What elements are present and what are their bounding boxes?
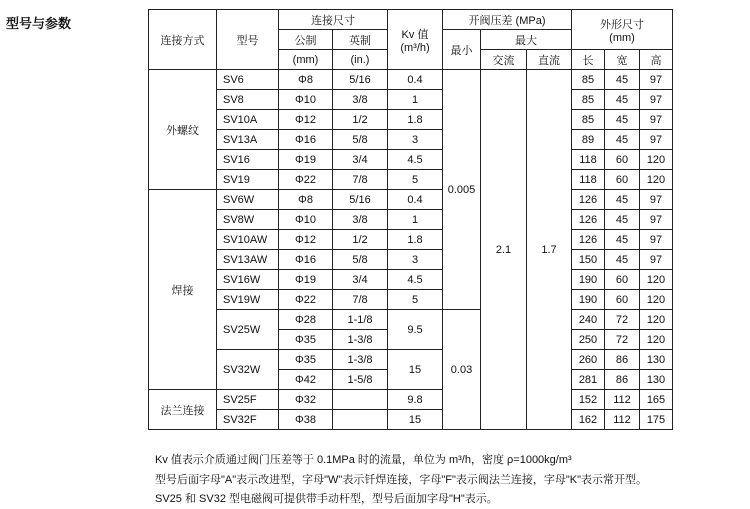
header-dims-label: 外形尺寸 xyxy=(600,18,644,31)
cell-len: 162 xyxy=(572,410,605,430)
cell-wid: 112 xyxy=(605,410,640,430)
cell-dn: Φ12 xyxy=(279,110,333,130)
cell-dn: Φ16 xyxy=(279,130,333,150)
cell-len: 190 xyxy=(572,270,605,290)
cell-model: SV25F xyxy=(217,390,279,410)
cell-wid: 60 xyxy=(605,150,640,170)
cell-inch: 1-3/8 xyxy=(333,330,388,350)
cell-min-a: 0.005 xyxy=(443,70,481,310)
cell-wid: 112 xyxy=(605,390,640,410)
cell-model: SV8 xyxy=(217,90,279,110)
cell-len: 85 xyxy=(572,70,605,90)
cell-dn: Φ19 xyxy=(279,150,333,170)
header-kv xyxy=(388,10,443,70)
header-dc: 直流 xyxy=(527,50,572,70)
cell-inch: 1/2 xyxy=(333,110,388,130)
cell-inch xyxy=(333,410,388,430)
cell-dn: Φ22 xyxy=(279,290,333,310)
cell-dn: Φ19 xyxy=(279,270,333,290)
cell-model: SV25W xyxy=(217,310,279,350)
cell-dn: Φ10 xyxy=(279,210,333,230)
header-dims-unit: (mm) xyxy=(609,31,635,44)
cell-inch: 5/16 xyxy=(333,190,388,210)
cell-len: 281 xyxy=(572,370,605,390)
header-imperial-unit: (in.) xyxy=(333,50,388,70)
cell-min-b: 0.03 xyxy=(443,310,481,430)
cell-hei: 97 xyxy=(640,110,673,130)
cell-wid: 45 xyxy=(605,230,640,250)
cell-len: 126 xyxy=(572,230,605,250)
cell-hei: 97 xyxy=(640,130,673,150)
header-min: 最小 xyxy=(443,30,481,70)
group-weld: 焊接 xyxy=(149,190,217,390)
cell-inch: 1-1/8 xyxy=(333,310,388,330)
cell-inch: 3/4 xyxy=(333,150,388,170)
cell-len: 126 xyxy=(572,190,605,210)
cell-inch: 3/8 xyxy=(333,90,388,110)
cell-model: SV6W xyxy=(217,190,279,210)
cell-inch xyxy=(333,390,388,410)
cell-len: 118 xyxy=(572,150,605,170)
cell-wid: 45 xyxy=(605,70,640,90)
cell-kv: 0.4 xyxy=(388,70,443,90)
cell-model: SV19W xyxy=(217,290,279,310)
cell-hei: 97 xyxy=(640,70,673,90)
cell-inch: 1/2 xyxy=(333,230,388,250)
footnote-manual: SV25 和 SV32 型电磁阀可提供带手动杆型，型号后面加字母"H"表示。 xyxy=(155,493,498,505)
cell-hei: 97 xyxy=(640,90,673,110)
cell-model: SV19 xyxy=(217,170,279,190)
cell-kv: 1.8 xyxy=(388,230,443,250)
header-nominal-unit: (mm) xyxy=(279,50,333,70)
cell-kv: 15 xyxy=(388,350,443,390)
cell-hei: 120 xyxy=(640,150,673,170)
cell-inch: 1-5/8 xyxy=(333,370,388,390)
cell-wid: 60 xyxy=(605,170,640,190)
cell-wid: 45 xyxy=(605,190,640,210)
cell-kv: 1 xyxy=(388,210,443,230)
cell-kv: 3 xyxy=(388,250,443,270)
cell-hei: 120 xyxy=(640,270,673,290)
cell-hei: 97 xyxy=(640,250,673,270)
footnote-suffix: 型号后面字母"A"表示改进型，字母"W"表示钎焊连接，字母"F"表示阀法兰连接，字母"K"表示常开型。 xyxy=(155,474,648,486)
cell-hei: 120 xyxy=(640,290,673,310)
cell-ac: 2.1 xyxy=(481,70,527,430)
section-title: 型号与参数 xyxy=(6,17,72,32)
cell-wid: 86 xyxy=(605,350,640,370)
cell-model: SV13AW xyxy=(217,250,279,270)
cell-wid: 45 xyxy=(605,110,640,130)
cell-wid: 45 xyxy=(605,90,640,110)
cell-kv: 1.8 xyxy=(388,110,443,130)
header-dims xyxy=(572,10,673,50)
cell-len: 150 xyxy=(572,250,605,270)
cell-len: 260 xyxy=(572,350,605,370)
cell-kv: 9.5 xyxy=(388,310,443,350)
cell-hei: 165 xyxy=(640,390,673,410)
cell-kv: 0.4 xyxy=(388,190,443,210)
cell-len: 85 xyxy=(572,90,605,110)
header-width: 宽 xyxy=(605,50,640,70)
cell-dn: Φ35 xyxy=(279,330,333,350)
cell-kv: 3 xyxy=(388,130,443,150)
cell-wid: 45 xyxy=(605,210,640,230)
group-thread: 外螺纹 xyxy=(149,70,217,190)
cell-inch: 5/8 xyxy=(333,250,388,270)
spec-table xyxy=(148,9,673,430)
cell-dn: Φ42 xyxy=(279,370,333,390)
cell-wid: 45 xyxy=(605,250,640,270)
cell-inch: 7/8 xyxy=(333,170,388,190)
cell-dn: Φ16 xyxy=(279,250,333,270)
cell-model: SV10AW xyxy=(217,230,279,250)
header-kv-unit: (m³/h) xyxy=(400,41,430,54)
cell-dn: Φ38 xyxy=(279,410,333,430)
header-max: 最大 xyxy=(481,30,572,50)
cell-wid: 72 xyxy=(605,330,640,350)
cell-dn: Φ8 xyxy=(279,190,333,210)
header-imperial: 英制 xyxy=(333,30,388,50)
cell-hei: 120 xyxy=(640,310,673,330)
cell-inch: 5/8 xyxy=(333,130,388,150)
cell-dc: 1.7 xyxy=(527,70,572,430)
cell-hei: 97 xyxy=(640,230,673,250)
cell-kv: 9.8 xyxy=(388,390,443,410)
cell-kv: 4.5 xyxy=(388,150,443,170)
cell-inch: 1-3/8 xyxy=(333,350,388,370)
cell-hei: 175 xyxy=(640,410,673,430)
cell-model: SV6 xyxy=(217,70,279,90)
cell-dn: Φ22 xyxy=(279,170,333,190)
cell-len: 240 xyxy=(572,310,605,330)
cell-hei: 130 xyxy=(640,350,673,370)
cell-wid: 60 xyxy=(605,290,640,310)
cell-wid: 60 xyxy=(605,270,640,290)
cell-wid: 45 xyxy=(605,130,640,150)
cell-kv: 1 xyxy=(388,90,443,110)
cell-wid: 72 xyxy=(605,310,640,330)
cell-inch: 7/8 xyxy=(333,290,388,310)
cell-model: SV16 xyxy=(217,150,279,170)
cell-hei: 97 xyxy=(640,190,673,210)
cell-kv: 4.5 xyxy=(388,270,443,290)
header-conn-size: 连接尺寸 xyxy=(279,10,388,30)
cell-inch: 3/4 xyxy=(333,270,388,290)
cell-len: 126 xyxy=(572,210,605,230)
header-conn-method: 连接方式 xyxy=(149,10,217,70)
cell-model: SV13A xyxy=(217,130,279,150)
cell-inch: 3/8 xyxy=(333,210,388,230)
header-height: 高 xyxy=(640,50,673,70)
cell-dn: Φ12 xyxy=(279,230,333,250)
cell-len: 152 xyxy=(572,390,605,410)
cell-dn: Φ32 xyxy=(279,390,333,410)
cell-kv: 15 xyxy=(388,410,443,430)
cell-dn: Φ28 xyxy=(279,310,333,330)
footnote-kv: Kv 值表示介质通过阀门压差等于 0.1MPa 时的流量，单位为 m³/h，密度 ρ=1000kg/m³ xyxy=(155,454,572,466)
cell-hei: 120 xyxy=(640,170,673,190)
group-flange: 法兰连接 xyxy=(149,390,217,430)
cell-model: SV32W xyxy=(217,350,279,390)
header-pressure: 开阀压差 (MPa) xyxy=(443,10,572,30)
cell-model: SV10A xyxy=(217,110,279,130)
cell-len: 85 xyxy=(572,110,605,130)
cell-inch: 5/16 xyxy=(333,70,388,90)
cell-dn: Φ35 xyxy=(279,350,333,370)
cell-len: 89 xyxy=(572,130,605,150)
cell-hei: 97 xyxy=(640,210,673,230)
cell-model: SV8W xyxy=(217,210,279,230)
header-kv-label: Kv 值 xyxy=(401,28,429,41)
cell-hei: 130 xyxy=(640,370,673,390)
cell-kv: 5 xyxy=(388,290,443,310)
header-model: 型号 xyxy=(217,10,279,70)
header-nominal: 公制 xyxy=(279,30,333,50)
cell-len: 250 xyxy=(572,330,605,350)
cell-len: 190 xyxy=(572,290,605,310)
cell-model: SV32F xyxy=(217,410,279,430)
header-length: 长 xyxy=(572,50,605,70)
cell-wid: 86 xyxy=(605,370,640,390)
cell-kv: 5 xyxy=(388,170,443,190)
header-ac: 交流 xyxy=(481,50,527,70)
cell-len: 118 xyxy=(572,170,605,190)
cell-dn: Φ8 xyxy=(279,70,333,90)
cell-hei: 120 xyxy=(640,330,673,350)
cell-dn: Φ10 xyxy=(279,90,333,110)
cell-model: SV16W xyxy=(217,270,279,290)
